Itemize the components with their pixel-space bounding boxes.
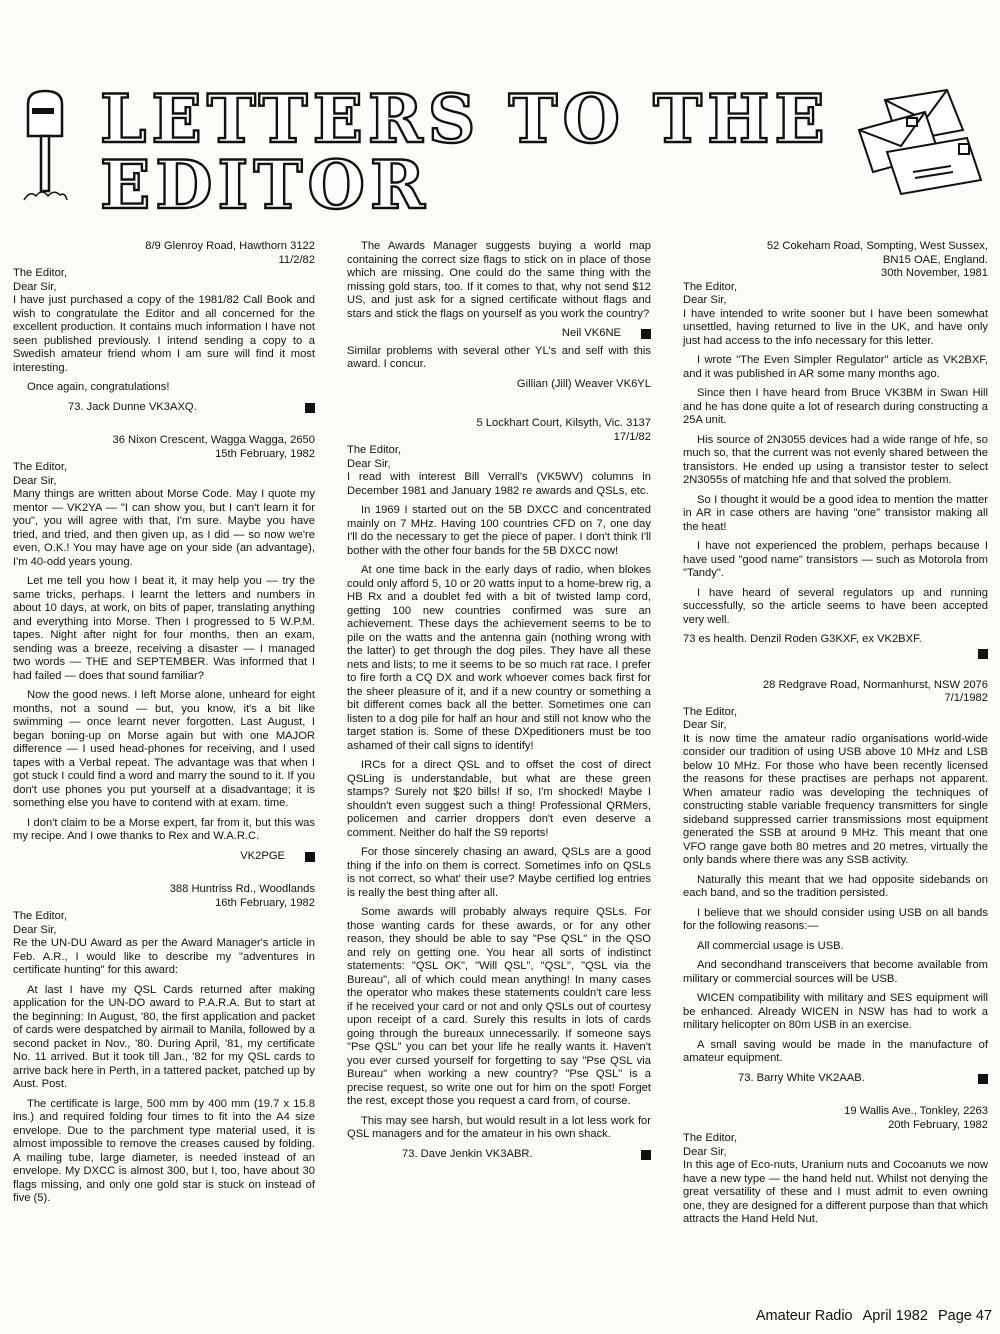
- column-3: [683, 240, 988, 1233]
- paragraph: Some awards will probably always require QSLs. For those wanting cards for these awards, or for any other reason, they should be able to say "Pse QSL" in the QSO and rely on getting one. You hear all sorts of indistinct statements: "QSL OK", "Will QSL", "QSL", "QSL via the Bureau", all of which could mean anything! In many cases the operator who makes these statements couldn't care less if he received your card or not and only QSLs out of courtesy upon receipt of a card. Surely this results in lots of cards going through the bureaux unnecessarily. If someone says "Pse QSL" you can bet your life he really wants it. Haven't you ever cursed yourself for forgetting to say "Pse QSL via Bureau" when working a new country? "Pse QSL" is a precise request, so write one out for him on the spot! Forget the rest, except those you request a card from, of course.: [347, 906, 651, 1107]
- letter-neil-continued: [347, 240, 651, 391]
- paragraph: I have heard of several regulators up and running successfully, so the article seems to have been accepted very well.: [683, 586, 988, 626]
- greeting: Dear Sir,: [683, 719, 727, 731]
- letter-tonkley: [683, 1105, 988, 1227]
- paragraph: I have not experienced the problem, perhaps because I have used "good name" transistors — such as Motorola from "Tandy".: [683, 540, 988, 579]
- salutation: The Editor,: [683, 705, 738, 718]
- title-line-2: EDITOR: [100, 146, 430, 224]
- signature: [683, 1072, 988, 1086]
- salutation: The Editor,: [13, 267, 68, 279]
- letter-address: 388 Huntriss Rd., Woodlands: [169, 883, 315, 895]
- end-mark-icon: [641, 1150, 651, 1160]
- paragraph: Once again, congratulations!: [27, 381, 170, 393]
- letter-address: 52 Cokeham Road, Sompting, West Sussex,: [766, 240, 988, 252]
- greeting: Dear Sir,: [683, 294, 727, 306]
- signature-text: 73 es health. Denzil Roden G3KXF, ex VK2BXF.: [683, 633, 922, 645]
- paragraph: All commercial usage is USB.: [697, 939, 844, 952]
- letter-address: 36 Nixon Crescent, Wagga Wagga, 2650: [112, 434, 315, 446]
- paragraph: In this age of Eco-nuts, Uranium nuts and Cocoanuts we now have a new type — the hand held nut. Whilst not denying the great versatility of these and I must admit to even owning one, they are designed for a different purpose than that which attracts the Hand Held Nut.: [683, 1159, 988, 1225]
- letter-address: 19 Wallis Ave., Tonkley, 2263: [844, 1105, 988, 1117]
- letter-date: 7/1/1982: [944, 692, 988, 704]
- signature-text: VK2PGE: [240, 849, 285, 862]
- signature-text: Neil VK6NE: [561, 327, 621, 339]
- letter-date: 20th February, 1982: [888, 1118, 988, 1131]
- greeting: Dear Sir,: [347, 457, 391, 470]
- greeting: Dear Sir,: [13, 923, 57, 936]
- paragraph: I have just purchased a copy of the 1981/82 Call Book and wish to congratulate the Editor and all concerned for the excellent production. It contains much information I have not seen published previously. I intend sending a copy to a Swedish amateur friend whom I am sure will find it most interesting.: [13, 294, 315, 374]
- paragraph: His source of 2N3055 devices had a wide range of hfe, so much so, that the current was not evenly shared between the transistors. He ended up using a transistor tester to select 2N3055s of matching hfe and that solved the problem.: [683, 433, 988, 486]
- letter-vk2pge: [13, 434, 315, 863]
- paragraph: Naturally this meant that we had opposite sidebands on each band, and so the tradition persisted.: [683, 873, 988, 899]
- paragraph: A small saving would be made in the manufacture of amateur equipment.: [683, 1038, 988, 1064]
- paragraph: I believe that we should consider using USB on all bands for the following reasons:—: [683, 906, 988, 932]
- salutation: The Editor,: [13, 910, 68, 922]
- paragraph: Since then I have heard from Bruce VK3BM in Swan Hill and he has done quite a lot of research during constructing a 25A unit.: [683, 387, 988, 426]
- paragraph: Re the UN-DU Award as per the Award Manager's article in Feb. A.R., I would like to describe my "adventures in certificate hunting" for this award:: [13, 937, 315, 976]
- end-mark-icon: [305, 852, 315, 862]
- salutation: The Editor,: [683, 1132, 738, 1144]
- paragraph: Many things are written about Morse Code. May I quote my mentor — VK2YA — "I can show you, but I can't learn it for you", you will agree with that, I'm sure. Maybe you have tried, and tried, and then given up, as I did — so now we're even, O.K.! You may have age on your side (an advantage), I'm 40-odd years young.: [13, 488, 315, 568]
- end-mark-icon: [641, 329, 651, 339]
- letter-woodlands: [13, 883, 315, 1206]
- end-mark-icon: [978, 649, 988, 659]
- signature: [683, 633, 988, 659]
- page-footer: [700, 1308, 992, 1324]
- title-line-1: LETTERS TO THE: [100, 80, 830, 158]
- letter-date: 11/2/82: [278, 253, 315, 266]
- paragraph: In 1969 I started out on the 5B DXCC and concentrated mainly on 7 MHz. Having 100 countries CFD on 7, one day I'll do the necessary to get the piece of paper. I don't think I'll bother with the other four bands for the 5B DXCC now!: [347, 504, 651, 557]
- end-mark-icon: [978, 1074, 988, 1084]
- signature-text: 73. Barry White VK2AAB.: [738, 1071, 865, 1084]
- letter-date: 15th February, 1982: [215, 447, 315, 460]
- signature-text: 73. Jack Dunne VK3AXQ.: [68, 400, 197, 413]
- signature: Gillian (Jill) Weaver VK6YL: [516, 377, 651, 390]
- letter-denzil-roden: [683, 240, 988, 659]
- letter-address-line-2: BN15 OAE, England.: [882, 253, 988, 266]
- column-1: [13, 240, 315, 1212]
- envelopes-icon: [855, 88, 985, 198]
- page-title: [100, 80, 840, 224]
- page-number: Page 47: [937, 1308, 992, 1324]
- signature: [347, 1148, 651, 1162]
- letter-date: 17/1/82: [613, 430, 651, 443]
- greeting: Dear Sir,: [683, 1145, 727, 1158]
- letter-address: 8/9 Glenroy Road, Hawthorn 3122: [145, 240, 315, 252]
- greeting: Dear Sir,: [13, 474, 57, 487]
- paragraph: I have intended to write sooner but I have been somewhat unsettled, having returned to live in the UK, and have only just had access to the info necessary for this letter.: [683, 307, 988, 347]
- salutation: The Editor,: [347, 444, 402, 456]
- paragraph: IRCs for a direct QSL and to offset the cost of direct QSLing is understandable, but what are these green stamps? Surely not $20 bills! If so, I'm shocked! Maybe I shouldn't even suggest such a thing! Professional QRMers, policemen and carrier droppers don't even deserve a comment. Neither do half the S9 reports!: [347, 759, 651, 839]
- paragraph: Now the good news. I left Morse alone, unheard for eight months, not a sound — but, you know, it's a bit like swimming — once learnt never forgotten. Last August, I began boning-up on Morse again but with one MAJOR difference — I used head-phones for receiving, and I used tapes with a Verbal repeat. The advantage was that when I got stuck I could find a word and marry the sound to it. If you don't use phones you put yourself at a disadvantage; it is something else you have to contend with at exam. time.: [13, 689, 315, 809]
- paragraph: For those sincerely chasing an award, QSLs are a good thing if the info on them is correct. Sometimes info on QSLs is not correct, so what' their use? Maybe certified log entries is really the best thing after all.: [347, 846, 651, 899]
- paragraph: So I thought it would be a good idea to mention the matter in AR in case others are having "one" transistor making all the heat!: [683, 493, 988, 533]
- paragraph: This may see harsh, but would result in a lot less work for QSL managers and for the amateur in his own shack.: [347, 1114, 651, 1140]
- salutation: The Editor,: [683, 280, 738, 293]
- letter-barry-white: [683, 679, 988, 1086]
- paragraph: At one time back in the early days of radio, when blokes could only afford 5, 10 or 20 watts input to a home-brew rig, a HB Rx and a doublet fed with a bit of twisted lamp cord, getting 100 new countries confirmed was sure an achievement. These days the achievement seems to be to pile on the watts and the antenna gain (nothing wrong with the latter) to get through the dog piles. They have all these nets and lists; to me it seems to be so much rat race. I prefer to fire forth a CQ DX and work whoever comes back first for the sheer pleasure of it, and if a new country or something a bit different comes back all the better. Sometimes one can listen to a dog pile for half an hour and still not know who the target station is. Some of these DXpeditioners must be too ashamed of their call signs to identify!: [347, 564, 651, 752]
- magazine-name: Amateur Radio: [755, 1308, 853, 1324]
- paragraph: The Awards Manager suggests buying a world map containing the correct size flags to stick on in place of those which are missing. One could do the same thing with the missing gold stars, too. If it comes to that, why not send $12 US, and just ask for a signed certificate without flags and stars and stick the flags on yourself as you work the country?: [347, 240, 651, 320]
- signature-text: 73. Dave Jenkin VK3ABR.: [402, 1147, 533, 1160]
- column-2: [347, 240, 651, 1165]
- greeting: Dear Sir,: [13, 280, 57, 293]
- paragraph: I wrote "The Even Simpler Regulator" article as VK2BXF, and it was published in AR some many months ago.: [683, 354, 988, 380]
- paragraph: Similar problems with several other YL's and self with this award. I concur.: [347, 344, 651, 370]
- paragraph: I don't claim to be a Morse expert, far from it, but this was my recipe. And I owe thanks to Rex and W.A.R.C.: [13, 816, 315, 842]
- letter-address: 28 Redgrave Road, Normanhurst, NSW 2076: [762, 678, 988, 691]
- signature: [347, 327, 651, 341]
- letter-date: 16th February, 1982: [215, 896, 315, 909]
- paragraph: I read with interest Bill Verrall's (VK5WV) columns in December 1981 and January 1982 re awards and QSLs, etc.: [347, 471, 651, 497]
- paragraph: At last I have my QSL Cards returned after making application for the UN-DO award to P.A.R.A. But to start at the beginning: In August, '80, the first application and packet of cards were despatched by airmail to Manila, followed by a second packet in Nov., '80. During April, '81, my certificate No. 11 arrived. But it took till Jan., '82 for my QSL cards to arrive back here in Perth, in a tattered packet, patched up by Aust. Post.: [13, 983, 315, 1090]
- letter-date: 30th November, 1981: [881, 267, 988, 279]
- letter-address: 5 Lockhart Court, Kilsyth, Vic. 3137: [476, 417, 651, 429]
- paragraph: And secondhand transceivers that become available from military or commercial sources will be USB.: [683, 959, 988, 985]
- signature: [13, 850, 315, 864]
- paragraph: It is now time the amateur radio organisations world-wide consider our tradition of using USB above 10 MHz and LSB below 10 MHz. For those who have been recently licensed the reasons for these practises are perhaps not apparent. When amateur radio was developing the techniques of constructing stable variable frequency transmitters for single sideband suppressed carrier transmissions most equipment generated the SSB at around 9 MHz. This meant that one VFO range gave both 80 metres and 20 metres, virtually the only bands where there was any SSB activity.: [683, 732, 988, 866]
- paragraph: The certificate is large, 500 mm by 400 mm (19.7 x 15.8 ins.) and required folding four times to fit into the A4 size envelope. Due to the parchment type material used, it is almost impossible to remove the creases caused by folding. A mailing tube, large diameter, is needed instead of an envelope. My DXCC is almost 300, but I, too, have about 30 flags missing, and only one gold star is stuck on instead of five (5).: [13, 1097, 315, 1204]
- signature: [13, 401, 315, 415]
- letter-dave-jenkin: [347, 417, 651, 1161]
- letter-jack-dunne: [13, 240, 315, 414]
- paragraph: WICEN compatibility with military and SES equipment will be enhanced. Already WICEN in NSW has had to work a military helicopter on 80m USB in an exercise.: [683, 992, 988, 1031]
- salutation: The Editor,: [13, 461, 68, 473]
- masthead: [0, 0, 1000, 235]
- issue-date: April 1982: [862, 1308, 928, 1324]
- mailbox-icon: [20, 88, 70, 203]
- paragraph: Let me tell you how I beat it, it may help you — try the same tricks, perhaps. I learnt the letters and numbers in about 10 days, at work, on bits of paper, translating anything and everything into Morse. Then I progressed to 5 W.P.M. tapes. Night after night for four months, then an exam, sending was a breeze, receiving a disaster — I managed two words — THE and SEPTEMBER. Was informed that I had failed — does that sound familiar?: [13, 575, 315, 682]
- end-mark-icon: [305, 403, 315, 413]
